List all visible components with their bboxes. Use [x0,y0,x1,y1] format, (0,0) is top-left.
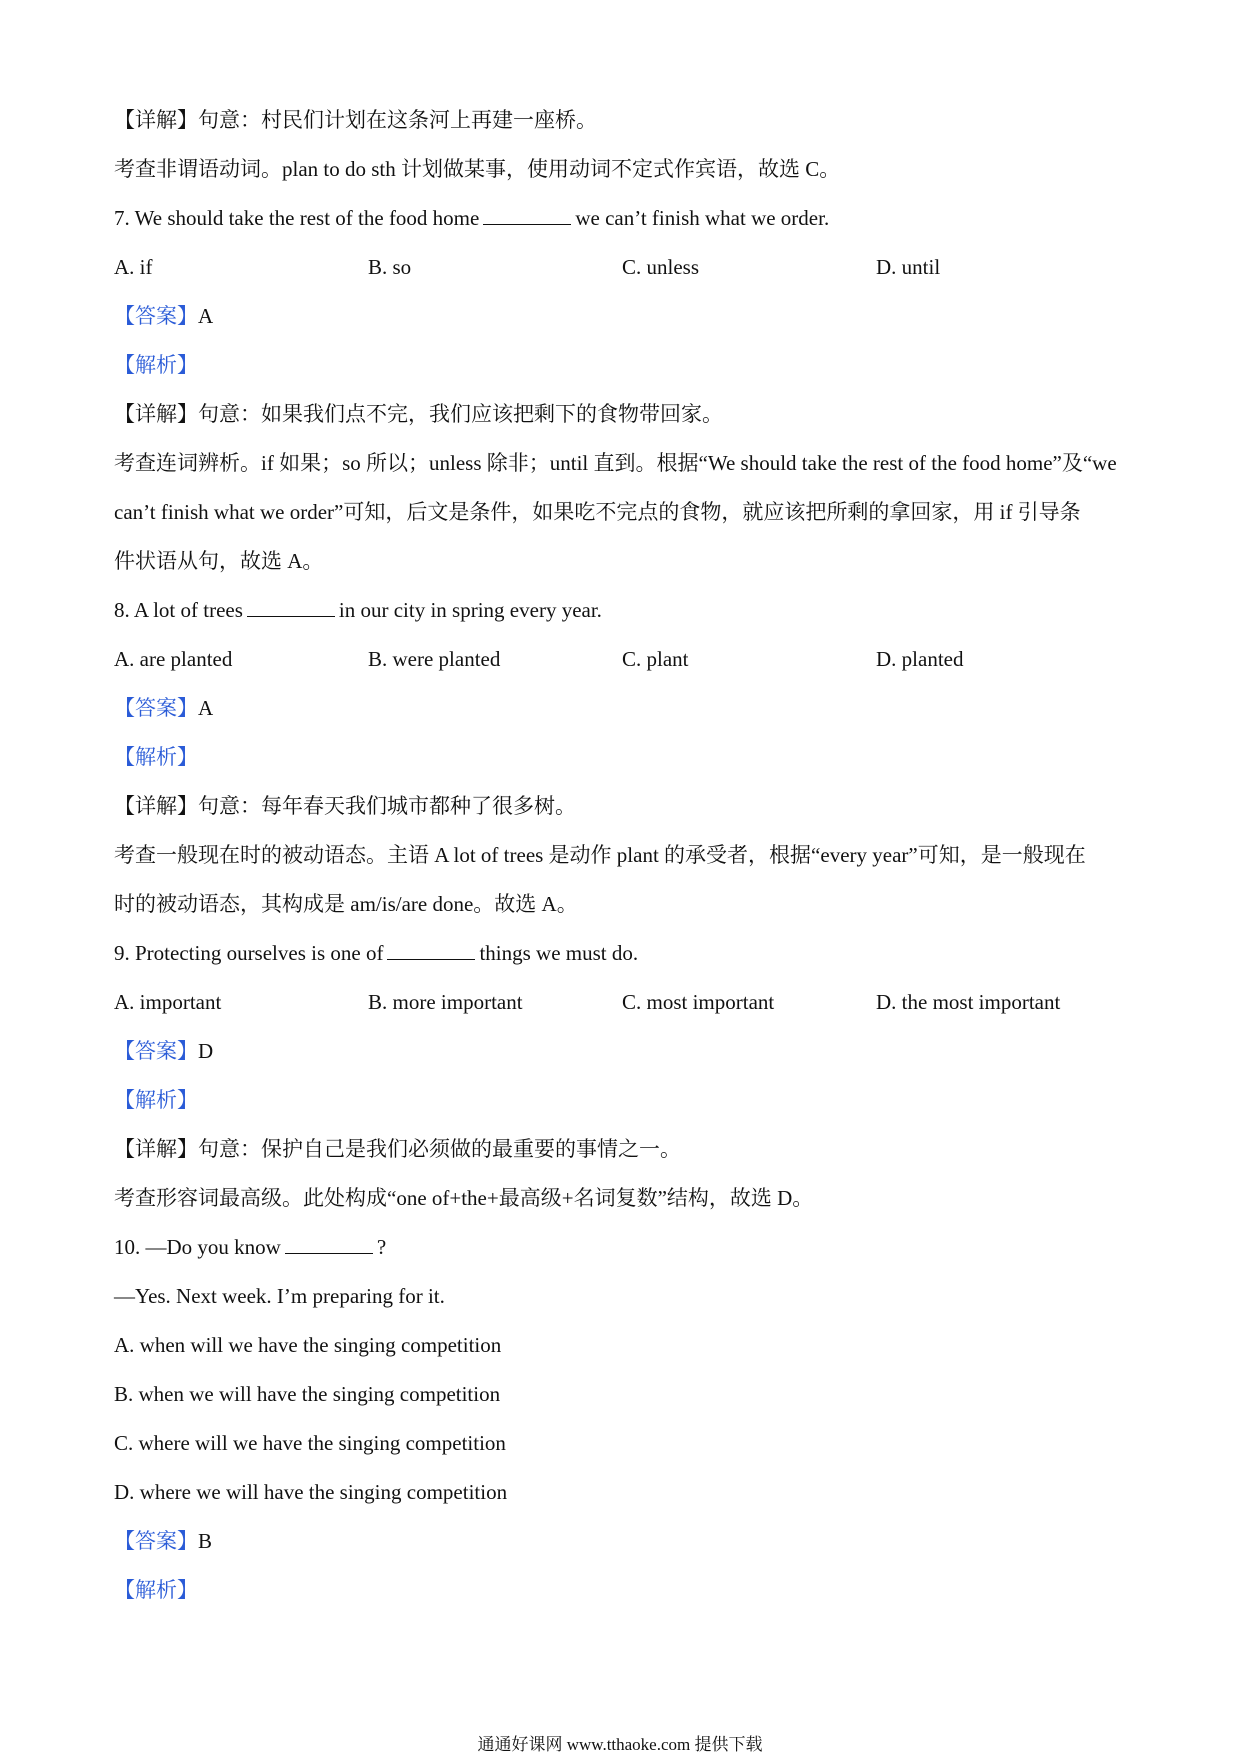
q10-stem: 10. —Do you know ? [114,1235,387,1259]
option-d: D. where we will have the singing competition [114,1480,508,1504]
option-d: D. the most important [876,990,1061,1014]
q9-options [114,978,1134,1027]
q8-stem: 8. A lot of trees in our city in spring every year. [114,598,602,622]
q10-answer: 【答案】B [114,1529,213,1553]
q7-answer: 【答案】A [114,304,214,328]
q7-exam-line-3: 件状语从句，故选 A。 [114,549,324,573]
q7-detail: 【详解】句意：如果我们点不完，我们应该把剩下的食物带回家。 [114,402,723,426]
q8-exam-line-1: 考查一般现在时的被动语态。主语 A lot of trees 是动作 plant 的承受者，根据“every year”可知，是一般现在 [114,843,1086,867]
answer-blank [285,1237,373,1254]
option-b: B. so [368,255,412,279]
option-a: A. important [114,990,222,1014]
option-c: C. unless [622,255,700,279]
answer-blank [387,943,475,960]
q8-analysis-label: 【解析】 [114,745,198,769]
q8-options [114,635,1134,684]
q7-analysis-label: 【解析】 [114,353,198,377]
q9-exam-line-1: 考查形容词最高级。此处构成“one of+the+最高级+名词复数”结构，故选 D。 [114,1186,814,1210]
option-d: D. until [876,255,941,279]
q8-detail: 【详解】句意：每年春天我们城市都种了很多树。 [114,794,576,818]
q10-reply: —Yes. Next week. I’m preparing for it. [114,1284,445,1308]
option-d: D. planted [876,647,964,671]
option-a: A. when will we have the singing competition [114,1333,502,1357]
q9-answer: 【答案】D [114,1039,214,1063]
answer-blank [247,600,335,617]
page-footer: 通通好课网 www.tthaoke.com 提供下载 [477,1735,763,1754]
option-a: A. if [114,255,153,279]
q6-exam-point: 考查非谓语动词。plan to do sth 计划做某事，使用动词不定式作宾语，故选 C。 [114,157,841,181]
q10-analysis-label: 【解析】 [114,1578,198,1602]
q8-answer: 【答案】A [114,696,214,720]
option-b: B. when we will have the singing competition [114,1382,501,1406]
q7-exam-line-2: can’t finish what we order”可知，后文是条件，如果吃不完点的食物，就应该把所剩的拿回家，用 if 引导条 [114,500,1081,524]
option-b: B. were planted [368,647,501,671]
q7-exam-line-1: 考查连词辨析。if 如果；so 所以；unless 除非；until 直到。根据“We should take the rest of the food home”及“we [114,451,1117,475]
option-c: C. plant [622,647,689,671]
document-body [114,96,1134,1615]
option-a: A. are planted [114,647,233,671]
option-c: C. most important [622,990,775,1014]
q8-exam-line-2: 时的被动语态，其构成是 am/is/are done。故选 A。 [114,892,578,916]
option-c: C. where will we have the singing competition [114,1431,506,1455]
answer-blank [483,208,571,225]
q9-analysis-label: 【解析】 [114,1088,198,1112]
q6-detail: 【详解】句意：村民们计划在这条河上再建一座桥。 [114,108,597,132]
q7-options [114,243,1134,292]
q9-stem: 9. Protecting ourselves is one of things we must do. [114,941,639,965]
q7-stem: 7. We should take the rest of the food home we can’t finish what we order. [114,206,830,230]
option-b: B. more important [368,990,523,1014]
q9-detail: 【详解】句意：保护自己是我们必须做的最重要的事情之一。 [114,1137,681,1161]
